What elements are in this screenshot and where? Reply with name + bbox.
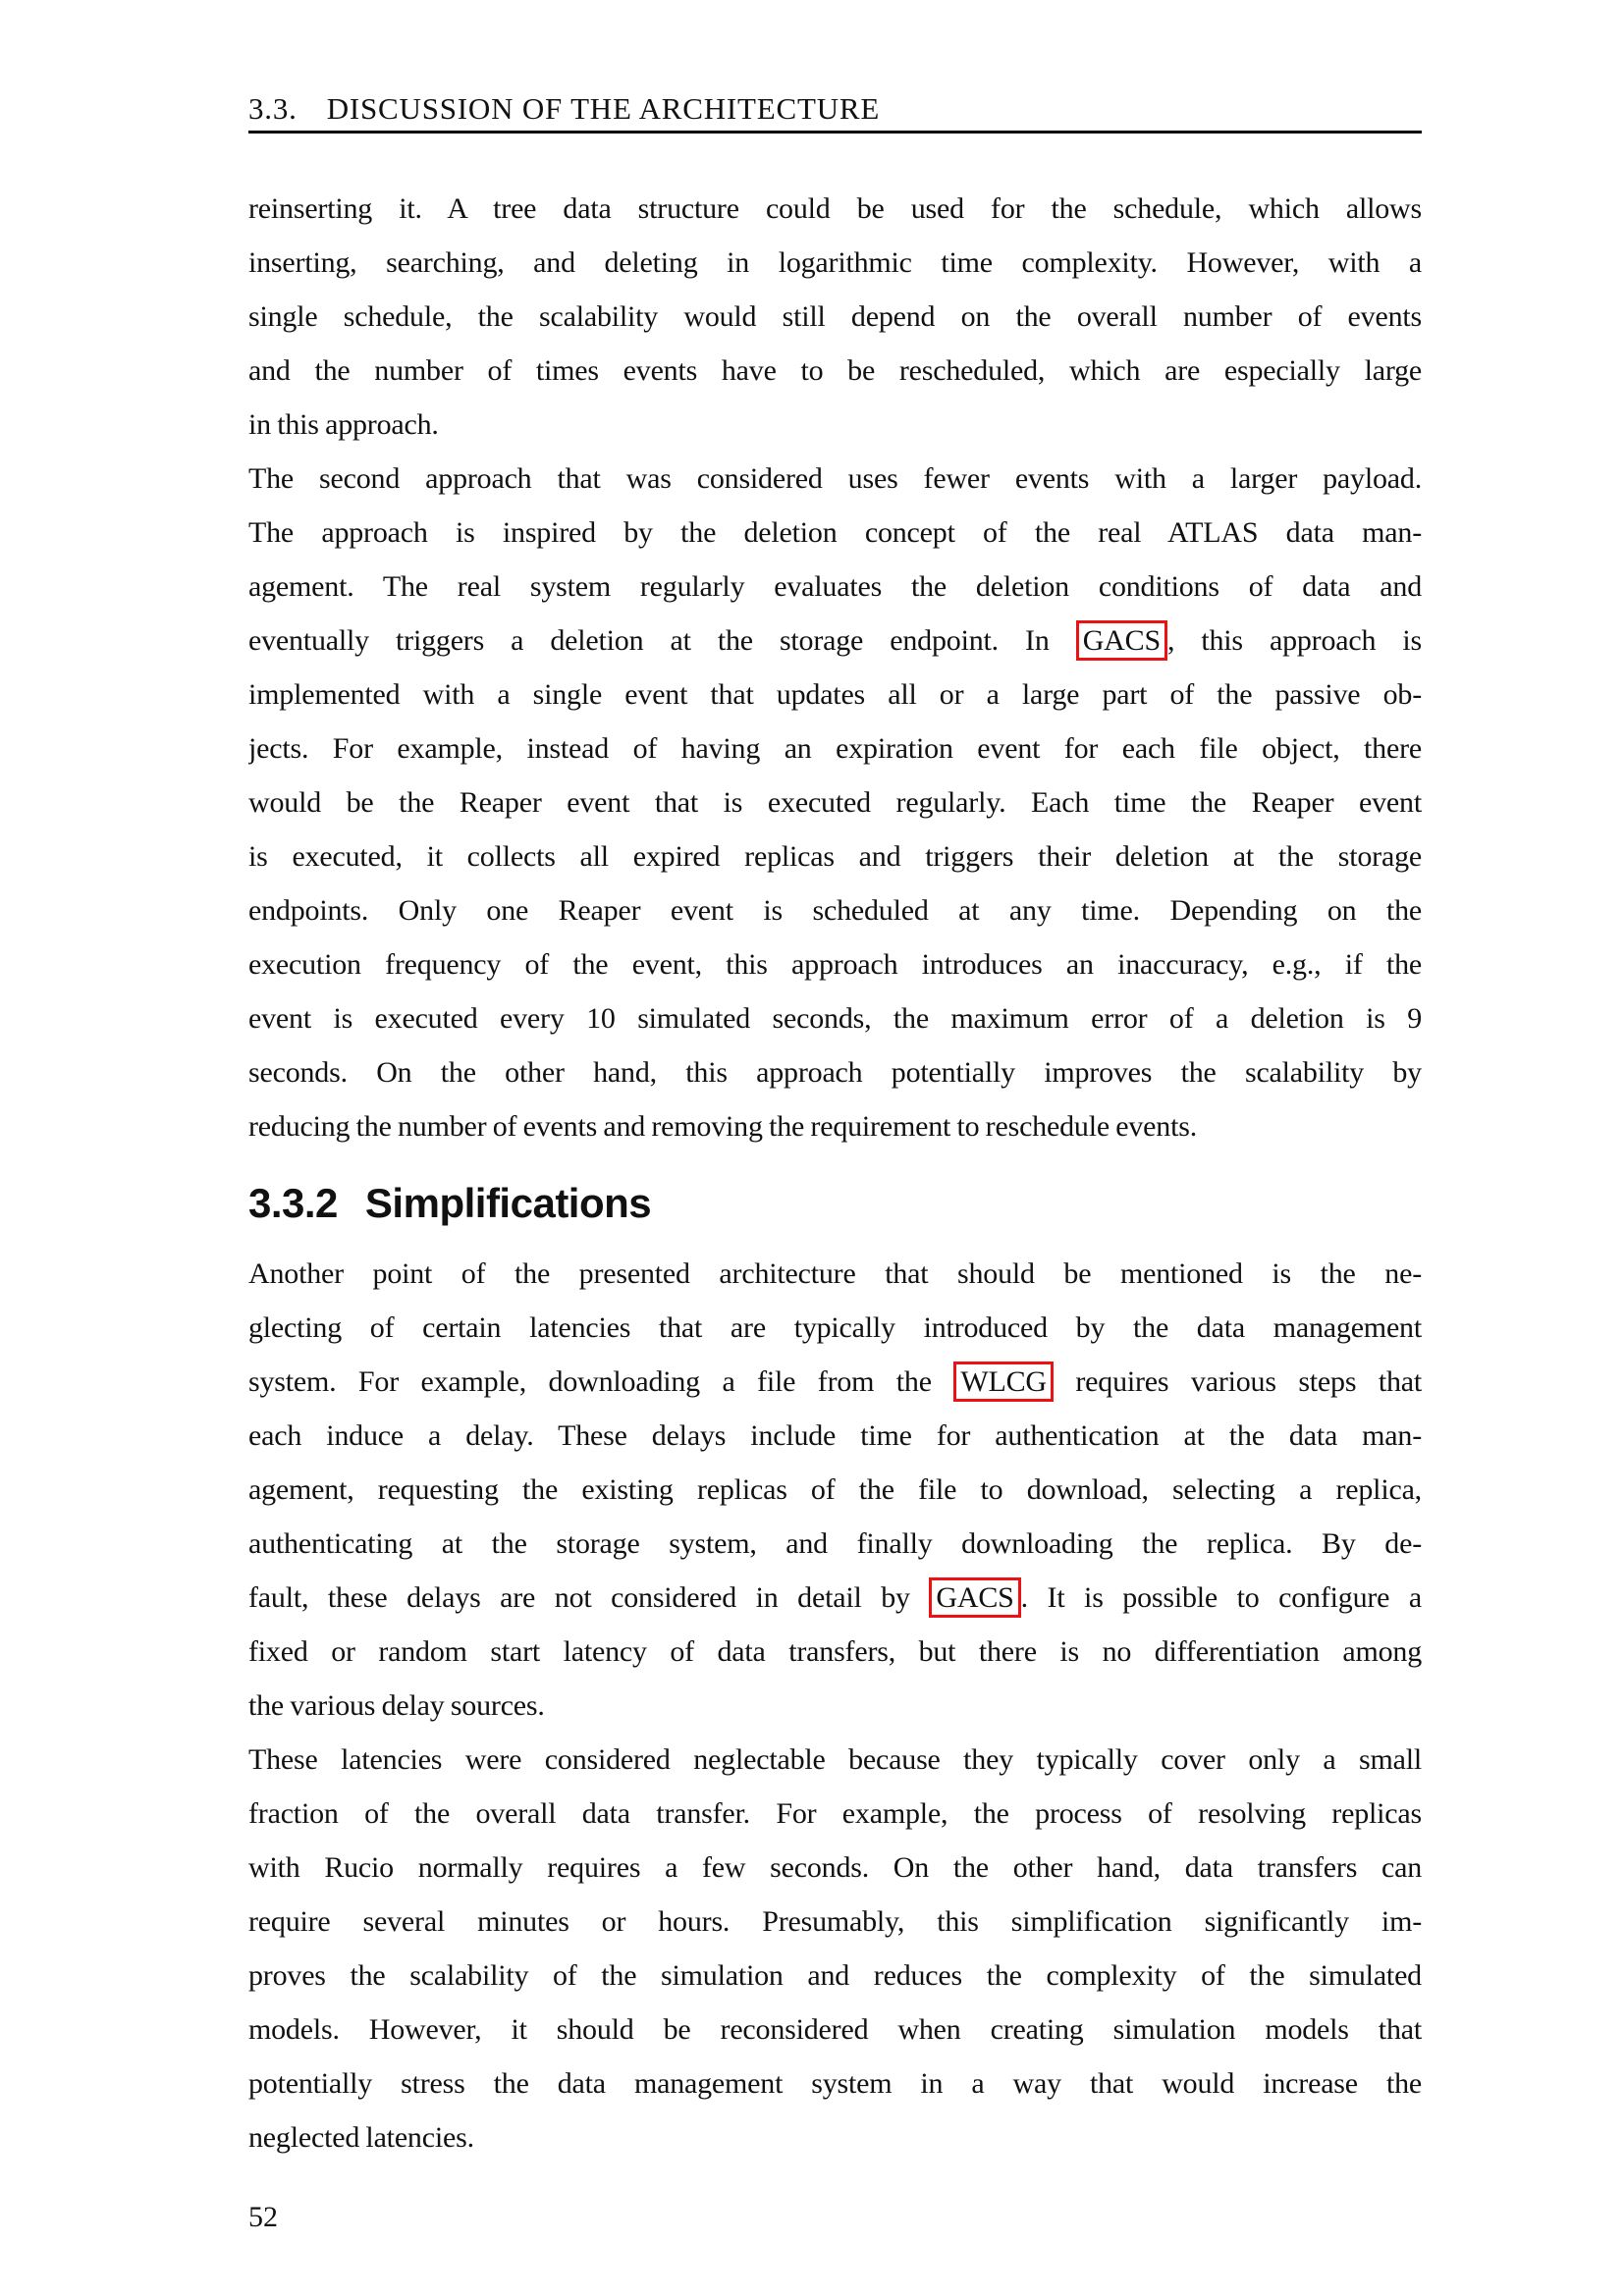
text-line: event is executed every 10 simulated seconds, the maximum error of a deletion is 9 <box>248 1002 1422 1035</box>
text-line: agement, requesting the existing replicas of the file to download, selecting a replica, <box>248 1473 1422 1506</box>
text-line: fixed or random start latency of data transfers, but there is no differentiation among <box>248 1635 1422 1668</box>
text-line: endpoints. Only one Reaper event is scheduled at any time. Depending on the <box>248 894 1422 927</box>
header-rule <box>248 131 1422 133</box>
paragraph-latencies-neglectable <box>248 1733 1422 2164</box>
text-line: implemented with a single event that updates all or a large part of the passive ob- <box>248 678 1422 711</box>
text-line: fault, these delays are not considered in detail by GACS . It is possible to configure a <box>248 1571 1422 1625</box>
gacs-link-box[interactable]: GACS <box>929 1577 1020 1618</box>
text-line: execution frequency of the event, this approach introduces an inaccuracy, e.g., if the <box>248 948 1422 981</box>
page-number: 52 <box>248 2201 278 2233</box>
gacs-link-box[interactable]: GACS <box>1076 620 1167 661</box>
text-line: and the number of times events have to be rescheduled, which are especially large <box>248 354 1422 387</box>
text-line: agement. The real system regularly evaluates the deletion conditions of data and <box>248 570 1422 603</box>
text-line: require several minutes or hours. Presumably, this simplification significantly im- <box>248 1905 1422 1938</box>
body-text <box>248 182 1422 2164</box>
text-line: jects. For example, instead of having an expiration event for each file object, there <box>248 732 1422 765</box>
running-header-section-number: 3.3. <box>248 91 298 126</box>
text-line: proves the scalability of the simulation and reduces the complexity of the simulated <box>248 1959 1422 1992</box>
text-line: system. For example, downloading a file from the WLCG requires various steps that <box>248 1355 1422 1409</box>
running-header <box>248 91 1422 127</box>
text-line: eventually triggers a deletion at the storage endpoint. In GACS , this approach is <box>248 614 1422 667</box>
text-line: authenticating at the storage system, and finally downloading the replica. By de- <box>248 1527 1422 1560</box>
text-line: models. However, it should be reconsidered when creating simulation models that <box>248 2013 1422 2046</box>
text-line: reducing the number of events and removing the requirement to reschedule events. <box>248 1110 1197 1143</box>
text-line: The approach is inspired by the deletion concept of the real ATLAS data man- <box>248 516 1422 549</box>
wlcg-link-box[interactable]: WLCG <box>953 1362 1054 1402</box>
paragraph-second-approach <box>248 452 1422 1153</box>
text-line: single schedule, the scalability would still depend on the overall number of events <box>248 300 1422 333</box>
text-line: would be the Reaper event that is executed regularly. Each time the Reaper event <box>248 786 1422 819</box>
text-line: seconds. On the other hand, this approach potentially improves the scalability by <box>248 1056 1422 1089</box>
paragraph-tree-structure <box>248 182 1422 452</box>
paragraphs-after-heading <box>248 1247 1422 2164</box>
running-header-title: DISCUSSION OF THE ARCHITECTURE <box>326 91 881 126</box>
text-line: Another point of the presented architecture that should be mentioned is the ne- <box>248 1257 1422 1290</box>
text-line: inserting, searching, and deleting in logarithmic time complexity. However, with a <box>248 246 1422 279</box>
text-line: neglected latencies. <box>248 2121 474 2154</box>
text-line: the various delay sources. <box>248 1689 545 1722</box>
text-line: These latencies were considered neglectable because they typically cover only a small <box>248 1743 1422 1776</box>
text-line: each induce a delay. These delays include time for authentication at the data man- <box>248 1419 1422 1452</box>
section-heading-number: 3.3.2 <box>248 1180 338 1226</box>
text-line: fraction of the overall data transfer. For example, the process of resolving replicas <box>248 1797 1422 1830</box>
text-line: glecting of certain latencies that are typically introduced by the data management <box>248 1311 1422 1344</box>
text-line: The second approach that was considered uses fewer events with a larger payload. <box>248 462 1422 495</box>
text-line: reinserting it. A tree data structure could be used for the schedule, which allows <box>248 192 1422 225</box>
paragraphs-before-heading <box>248 182 1422 1153</box>
text-line: in this approach. <box>248 408 439 441</box>
text-line: potentially stress the data management system in a way that would increase the <box>248 2067 1422 2100</box>
text-line: with Rucio normally requires a few seconds. On the other hand, data transfers can <box>248 1851 1422 1884</box>
text-line: is executed, it collects all expired replicas and triggers their deletion at the storage <box>248 840 1422 873</box>
section-heading-title: Simplifications <box>364 1180 652 1226</box>
paragraph-neglected-latencies <box>248 1247 1422 1733</box>
section-heading <box>248 1175 1422 1232</box>
